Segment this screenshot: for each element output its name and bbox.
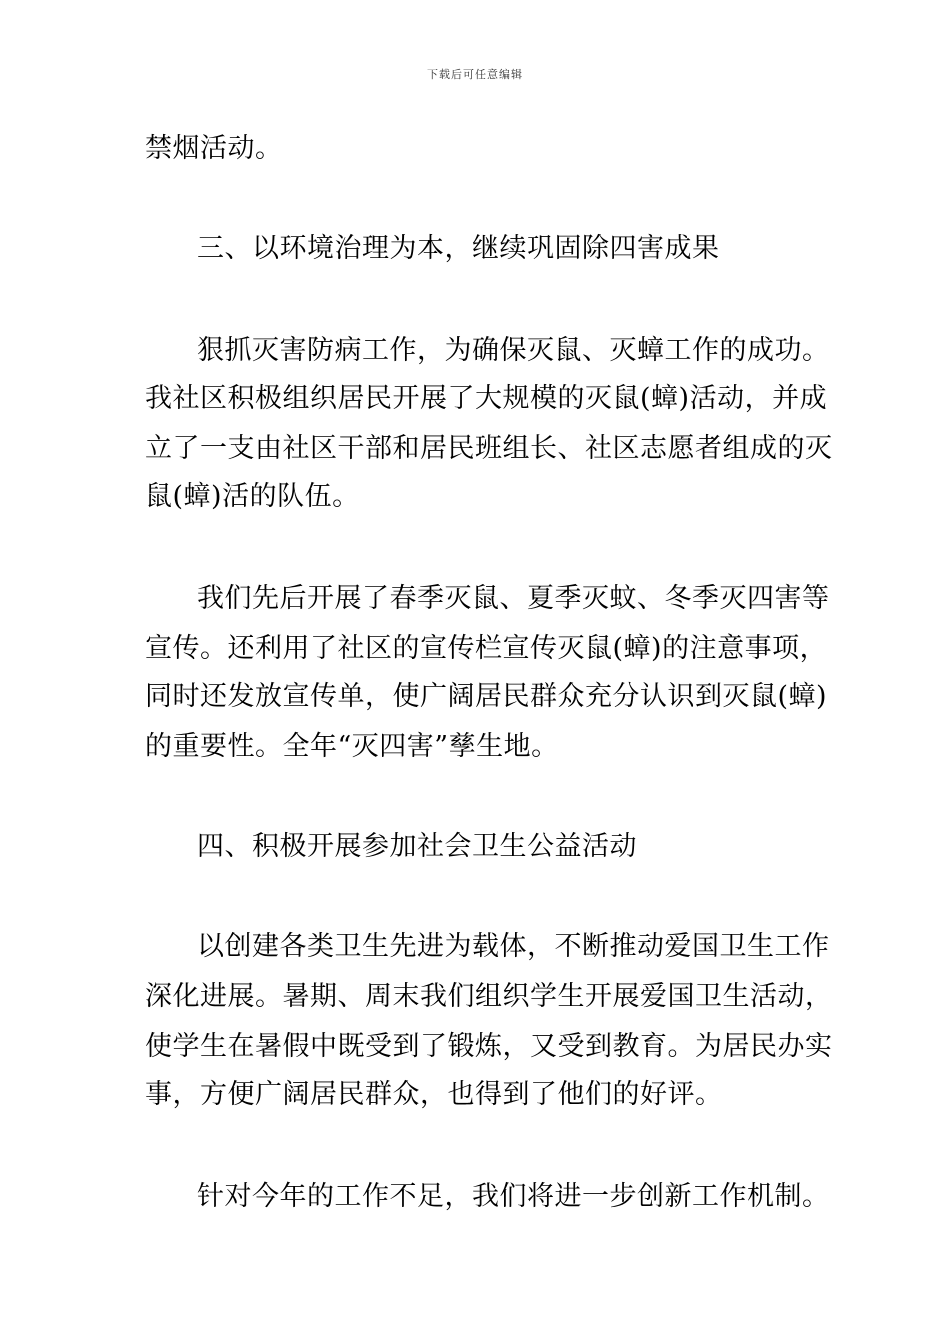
- text-line: 鼠(蟑)活的队伍。: [145, 481, 360, 512]
- text-line: 深化进展。暑期、周末我们组织学生开展爱国卫生活动，: [145, 981, 833, 1012]
- text-line: 我们先后开展了春季灭鼠、夏季灭蚊、冬季灭四害等: [197, 583, 830, 614]
- text-line: 狠抓灭害防病工作，为确保灭鼠、灭蟑工作的成功。: [197, 335, 830, 366]
- text-line: 我社区积极组织居民开展了大规模的灭鼠(蟑)活动，并成: [145, 383, 828, 414]
- text-line: 的重要性。全年“灭四害”孳生地。: [145, 731, 559, 762]
- text-line: 事，方便广阔居民群众，也得到了他们的好评。: [145, 1079, 723, 1110]
- text-line: 禁烟活动。: [145, 133, 283, 164]
- section-heading: 三、以环境治理为本，继续巩固除四害成果: [197, 233, 720, 264]
- text-line: 使学生在暑假中既受到了锻炼，又受到教育。为居民办实: [145, 1031, 833, 1062]
- text-line: 同时还发放宣传单，使广阔居民群众充分认识到灭鼠(蟑): [145, 681, 828, 712]
- text-line: 针对今年的工作不足，我们将进一步创新工作机制。: [197, 1181, 830, 1212]
- section-heading: 四、积极开展参加社会卫生公益活动: [197, 831, 637, 862]
- page-header-note: 下载后可任意编辑: [427, 68, 523, 81]
- text-line: 以创建各类卫生先进为载体，不断推动爱国卫生工作: [197, 931, 830, 962]
- text-line: 立了一支由社区干部和居民班组长、社区志愿者组成的灭: [145, 433, 833, 464]
- text-line: 宣传。还利用了社区的宣传栏宣传灭鼠(蟑)的注意事项，: [145, 633, 828, 664]
